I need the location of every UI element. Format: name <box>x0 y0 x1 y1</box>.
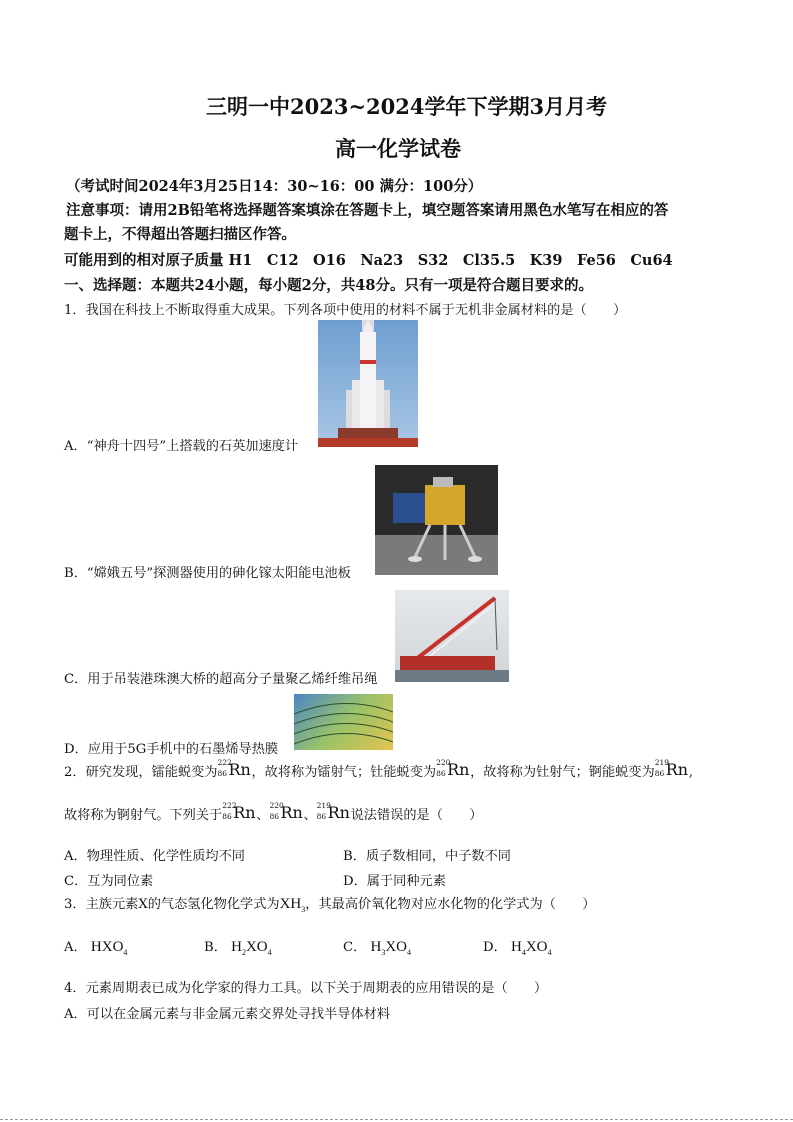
lander-image <box>375 465 498 575</box>
notice-line-2: 题卡上，不得超出答题扫描区作答。 <box>64 226 296 243</box>
q2-option-d: D．属于同种元素 <box>343 874 446 889</box>
nuclide-rn-220: 220 86 Rn <box>436 758 470 779</box>
rocket-image <box>318 320 418 447</box>
exam-title: 三明一中2023~2024学年下学期3月月考 <box>206 94 608 119</box>
q1-stem: 1．我国在科技上不断取得重大成果。下列各项中使用的材料不属于无机非金属材料的是（ ） <box>64 303 627 318</box>
q1-option-d: D．应用于5G手机中的石墨烯导热膜 <box>64 742 279 757</box>
section-1-heading: 一、选择题：本题共24小题，每小题2分，共48分。只有一项是符合题目要求的。 <box>64 277 593 294</box>
q3-option-b: B． $H_2XO_4$ <box>204 939 272 957</box>
q3-stem-part-1: 3．主族元素X的气态氢化物化学式为 <box>64 897 280 912</box>
graphene-image <box>294 694 393 750</box>
q2-option-a: A．物理性质、化学性质均不同 <box>64 849 245 864</box>
q4-option-a: A．可以在金属元素与非金属元素交界处寻找半导体材料 <box>64 1007 391 1022</box>
q3-stem <box>64 893 595 914</box>
q3-option-c: C． $H_3XO_4$ <box>343 939 411 957</box>
nuclide-rn-222-b: 222 86 Rn <box>222 801 256 822</box>
q2-stem-part-2: ，故将称为镭射气；钍能蜕变为 <box>251 765 437 780</box>
atomic-masses: 可能用到的相对原子质量 H1 C12 O16 Na23 S32 Cl35.5 K39 Fe56 Cu64 <box>64 252 673 269</box>
q2-option-c: C．互为同位素 <box>64 874 154 889</box>
q4-stem: 4．元素周期表已成为化学家的得力工具。以下关于周期表的应用错误的是（ ） <box>64 981 548 996</box>
q2-stem-part-4: , <box>688 765 693 780</box>
q2-stem-line-2 <box>64 803 483 823</box>
q2-option-b: B．质子数相同，中子数不同 <box>343 849 511 864</box>
q1-option-c: C．用于吊装港珠澳大桥的超高分子量聚乙烯纤维吊绳 <box>64 672 378 687</box>
q1-option-b: B．“嫦娥五号”探测器使用的砷化镓太阳能电池板 <box>64 566 351 581</box>
q3-stem-part-2: ，其最高价氧化物对应水化物的化学式为（ ） <box>305 897 596 912</box>
exam-info: （考试时间2024年3月25日14：30~16：00 满分：100分） <box>66 178 483 195</box>
q3-option-a: A． $HXO_4$ <box>64 939 128 957</box>
q2-stem-part-1: 2．研究发现，镭能蜕变为 <box>64 765 218 780</box>
q2-stem-line-2-part-2: 说法错误的是（ ） <box>350 808 483 823</box>
q2-separator-1: 、 <box>256 808 270 823</box>
notice-line-1: 注意事项：请用2B铅笔将选择题答案填涂在答题卡上，填空题答案请用黑色水笔写在相应的答 <box>66 202 669 219</box>
q2-separator-2: 、 <box>303 808 317 823</box>
nuclide-rn-220-b: 220 86 Rn <box>269 801 303 822</box>
q3-hydride-formula: $XH_3$ <box>279 896 306 914</box>
q1-option-a: A．“神舟十四号”上搭载的石英加速度计 <box>64 439 299 454</box>
q2-stem-part-3: ，故将称为钍射气；锕能蜕变为 <box>470 765 655 780</box>
crane-image <box>395 590 509 682</box>
page-bottom-border <box>0 1119 793 1120</box>
q3-option-d: D． $H_4XO_4$ <box>483 939 552 957</box>
nuclide-rn-219-b: 219 86 Rn <box>316 801 350 822</box>
nuclide-rn-222: 222 86 Rn <box>217 758 251 779</box>
q2-stem-line-1 <box>64 760 693 780</box>
nuclide-rn-219: 219 86 Rn <box>654 758 689 779</box>
q2-stem-line-2-part-1: 故将称为锕射气。下列关于 <box>64 808 223 823</box>
exam-subtitle: 高一化学试卷 <box>335 136 461 161</box>
